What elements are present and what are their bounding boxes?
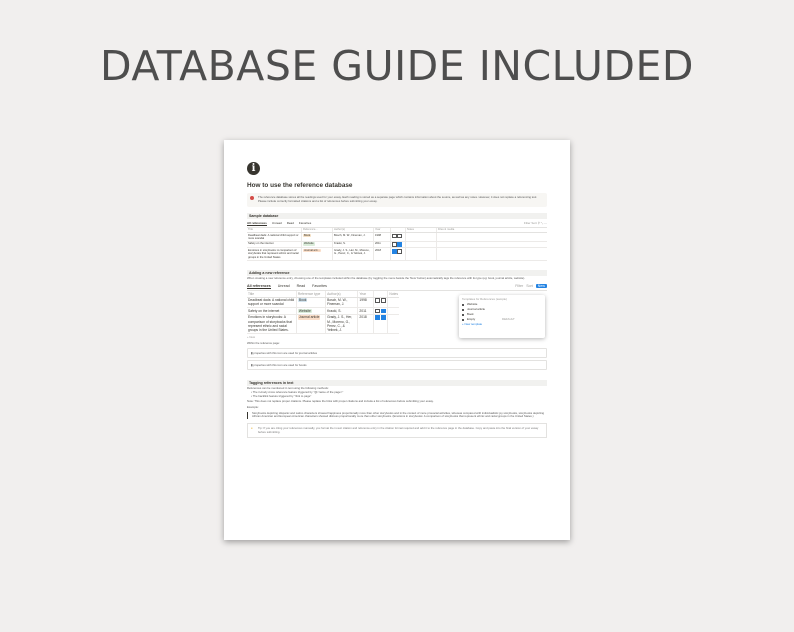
default-badge: DEFAULT [502, 317, 515, 322]
column-header[interactable]: Notes [389, 291, 398, 296]
column-header[interactable]: Files & media [437, 228, 548, 233]
favorite-checkbox[interactable] [381, 315, 386, 320]
template-item[interactable]: Website [462, 302, 542, 307]
row-title[interactable]: Deadbeat dads: A national child support or more scandal [247, 297, 296, 308]
row-authors: Grady, J. S., Her, M., Moreno, G., Perez, C., & Yelinek, J. [326, 314, 358, 333]
column-header[interactable]: Author(s) [333, 228, 374, 233]
new-button[interactable]: New [537, 284, 545, 289]
page-title: How to use the reference database [247, 182, 353, 189]
tagging-intro: References can be mentioned in text using the following methods: [247, 386, 329, 391]
tab-read[interactable]: Read [296, 284, 306, 289]
favorite-checkbox[interactable] [381, 309, 386, 314]
row-year: 2018 [374, 248, 391, 260]
row-authors: Kraoki, S. [326, 308, 358, 315]
type-tag: Website [304, 242, 314, 246]
table-row[interactable] [247, 308, 399, 315]
type-tag: Book [304, 233, 311, 237]
section-heading-sample: Sample database [247, 213, 547, 219]
row-year: 2011 [358, 308, 374, 315]
column-header[interactable]: Title [247, 228, 302, 233]
row-year: 2011 [374, 241, 391, 248]
tab-unread[interactable]: Unread [277, 284, 290, 289]
callout-text: The reference database stores all the readings used for your essay. Each reading is stored as a separate page which contains information about the source, as well as any notes. However, it does not replace a referencing tool. Please include correctly formatted citations and a list of references before submitting your essay. [258, 195, 538, 203]
read-checkbox[interactable] [392, 242, 397, 247]
row-authors: Kraoki, S. [333, 241, 374, 248]
tab-read[interactable]: Read [286, 220, 294, 225]
section-heading-adding: Adding a new reference [247, 270, 547, 276]
column-header[interactable]: Title [247, 291, 296, 297]
read-checkbox[interactable] [375, 298, 380, 303]
row-title[interactable]: Emotions in storybooks: A comparison of storybooks that represent ethnic and racial groups in the United States. [247, 314, 296, 333]
journal-icon: ▮ [251, 351, 253, 356]
tab-unread[interactable]: Unread [271, 220, 282, 225]
example-quote: Storybooks depicting Hispanic and Latino characters showed happiness proportionally more than other storybooks and in the context of more prosocial activities, whereas compared with individualistic joy storybooks, storybooks depicting African American and European American characters showed distress proportionally more than other storybooks. (Emotions in storybooks: A comparison of storybooks that represent ethnic and racial groups in the United States.) [247, 412, 547, 419]
book-icon-block [247, 360, 547, 370]
document-preview [224, 140, 570, 540]
row-title[interactable]: Safety on the internet [247, 308, 296, 315]
favorite-checkbox[interactable] [381, 298, 386, 303]
add-row-button[interactable]: + New [247, 334, 256, 339]
column-header[interactable]: Author(s) [326, 291, 358, 297]
filter-button[interactable]: Filter [515, 284, 524, 289]
type-tag: Book [298, 298, 307, 303]
type-tag: Website [298, 308, 311, 313]
adding-view-tabs [247, 284, 547, 291]
book-icon: ▮ [251, 363, 253, 368]
sort-button[interactable]: Sort [526, 284, 533, 289]
new-template-button[interactable]: + New template [462, 322, 483, 327]
row-title[interactable]: Safety on the internet [247, 241, 302, 248]
adding-database [247, 284, 547, 339]
column-header[interactable]: Notes [406, 228, 437, 233]
row-year: 1998 [358, 297, 374, 308]
list-item: • The in-body cross reference feature triggered by "@<name of the page>" [251, 390, 344, 395]
type-tag: Journal article [298, 315, 320, 320]
within-label: Within the reference page: [247, 340, 280, 345]
tab-favorites[interactable]: Favorites [298, 220, 312, 225]
template-item[interactable]: Book [462, 312, 542, 317]
alert-icon [250, 196, 254, 200]
row-authors: Grady, J. S., Her, M., Moreno, G., Perez, C., & Yelinek, J. [333, 248, 374, 260]
row-year: 2018 [358, 314, 374, 333]
templates-popup [459, 295, 545, 338]
journal-icon-block [247, 348, 547, 358]
intro-callout [247, 193, 547, 207]
favorite-checkbox[interactable] [397, 249, 402, 254]
column-header[interactable]: Reference type [296, 291, 325, 297]
read-checkbox[interactable] [375, 309, 380, 314]
row-title[interactable]: Emotions in storybooks: A comparison of storybooks that represent ethnic and racial groups in the United States [247, 248, 302, 260]
column-header[interactable]: Reference… [302, 228, 333, 233]
row-authors: Bosch, M. W., Fineman, J. [326, 297, 358, 308]
table-row[interactable] [247, 314, 399, 333]
column-header[interactable]: Year [358, 291, 374, 297]
tip-callout [247, 423, 547, 438]
column-header[interactable]: Year [374, 228, 391, 233]
row-title[interactable]: Deadbeat dads: A national child support or more scandal [247, 233, 302, 242]
read-checkbox[interactable] [392, 234, 397, 239]
block-text: properties with this icon are used for books [253, 363, 307, 368]
read-checkbox[interactable] [392, 249, 397, 254]
row-year: 1998 [374, 233, 391, 242]
table-row[interactable] [247, 241, 547, 248]
banner-title: DATABASE GUIDE INCLUDED [100, 42, 694, 90]
sample-table [247, 228, 547, 261]
view-tools[interactable]: Filter Sort ⚲ ⤡ ⋯ [523, 220, 547, 225]
template-empty-label: Empty [467, 317, 476, 322]
adding-text: When creating a new reference entry, choosing one of the templates included within the database (by toggling the menu beside the 'New' button) automatically tags the reference with its type (eg: book, journal article, website). [247, 275, 526, 280]
popup-header: Templates for References (sample) [462, 297, 507, 302]
view-tools [515, 284, 547, 288]
tab-all-references[interactable]: All references [247, 284, 271, 289]
template-item[interactable]: Journal article [462, 307, 542, 312]
section-heading-tagging: Tagging references in text [247, 380, 547, 386]
read-checkbox[interactable] [375, 315, 380, 320]
list-item: • The backlink feature triggered by "/link to page" [251, 393, 312, 398]
tip-text: Tip: If you are citing your references manually, you format the in-text citation and reference entry in the citation format required and add it to the reference page in the database. Copy and paste into the final version of your essay before submitting. [258, 426, 539, 434]
example-label: Example: [247, 405, 259, 410]
tab-all-references[interactable]: All references [247, 220, 267, 225]
table-row[interactable] [247, 233, 547, 242]
type-tag: Journal arti… [304, 248, 320, 252]
sample-view-tabs [247, 221, 547, 228]
block-text: properties with this icon are used for journal articles [253, 351, 318, 356]
template-item[interactable] [462, 317, 542, 322]
row-authors: Bosch, M. W., Fineman, J. [333, 233, 374, 242]
lightbulb-icon: ● [251, 426, 253, 431]
tagging-list [251, 391, 547, 399]
adding-table [247, 291, 399, 334]
tab-favorites[interactable]: Favorites [312, 284, 327, 289]
favorite-checkbox[interactable] [397, 242, 402, 247]
table-row[interactable] [247, 297, 399, 308]
favorite-checkbox[interactable] [397, 234, 402, 239]
info-icon: i [247, 162, 260, 175]
table-row[interactable] [247, 248, 547, 260]
tagging-note: Note: This does not replace proper citations. Please replace the links with proper citations and include a list of references before submitting your essay. [247, 398, 434, 403]
